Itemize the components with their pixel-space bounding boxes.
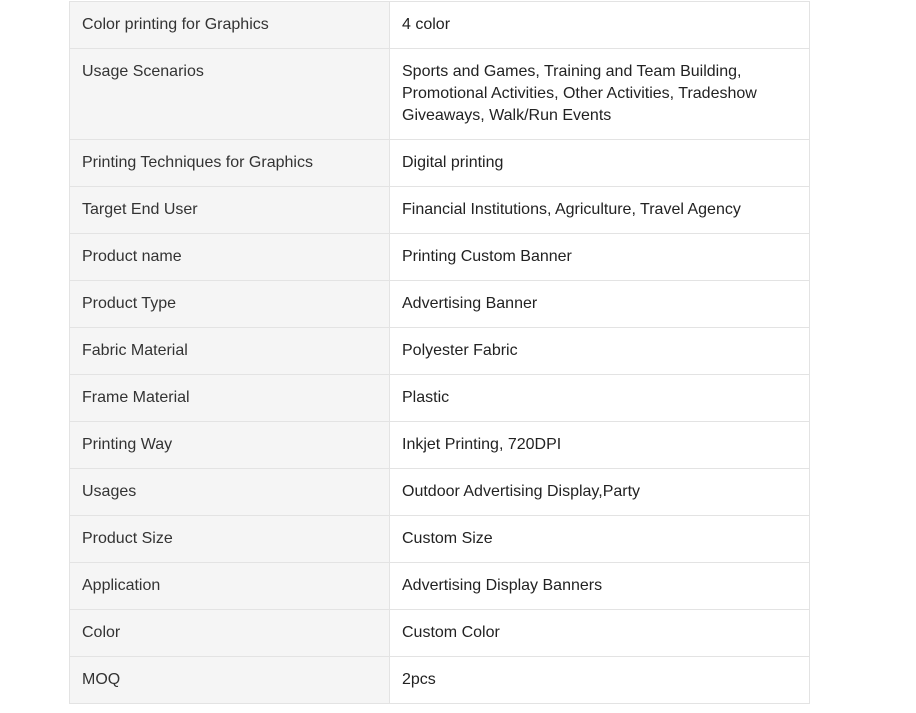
spec-value: Sports and Games, Training and Team Building, Promotional Activities, Other Activities, Tradeshow Giveaways, Walk/Run Events <box>390 49 810 140</box>
spec-value: Advertising Display Banners <box>390 563 810 610</box>
table-row <box>70 610 810 657</box>
spec-key: Frame Material <box>70 375 390 422</box>
table-row <box>70 234 810 281</box>
spec-key: Color <box>70 610 390 657</box>
table-row <box>70 281 810 328</box>
spec-value: Advertising Banner <box>390 281 810 328</box>
table-row <box>70 469 810 516</box>
spec-key: Usage Scenarios <box>70 49 390 140</box>
spec-key: Product Size <box>70 516 390 563</box>
table-row <box>70 422 810 469</box>
spec-value: 2pcs <box>390 657 810 704</box>
table-row <box>70 2 810 49</box>
spec-key: Fabric Material <box>70 328 390 375</box>
spec-key: Color printing for Graphics <box>70 2 390 49</box>
spec-key: Application <box>70 563 390 610</box>
spec-value: Outdoor Advertising Display,Party <box>390 469 810 516</box>
spec-key: Printing Way <box>70 422 390 469</box>
spec-key: Product Type <box>70 281 390 328</box>
spec-key: Product name <box>70 234 390 281</box>
spec-value: 4 color <box>390 2 810 49</box>
spec-value: Printing Custom Banner <box>390 234 810 281</box>
spec-value: Polyester Fabric <box>390 328 810 375</box>
spec-value: Inkjet Printing, 720DPI <box>390 422 810 469</box>
table-row <box>70 657 810 704</box>
spec-value: Plastic <box>390 375 810 422</box>
spec-key: MOQ <box>70 657 390 704</box>
table-row <box>70 516 810 563</box>
table-row <box>70 187 810 234</box>
spec-value: Custom Color <box>390 610 810 657</box>
table-row <box>70 328 810 375</box>
spec-key: Target End User <box>70 187 390 234</box>
table-row <box>70 49 810 140</box>
spec-value: Financial Institutions, Agriculture, Travel Agency <box>390 187 810 234</box>
spec-key: Usages <box>70 469 390 516</box>
table-row <box>70 375 810 422</box>
product-spec-table <box>69 1 810 704</box>
spec-key: Printing Techniques for Graphics <box>70 140 390 187</box>
table-row <box>70 140 810 187</box>
spec-value: Digital printing <box>390 140 810 187</box>
table-row <box>70 563 810 610</box>
spec-value: Custom Size <box>390 516 810 563</box>
